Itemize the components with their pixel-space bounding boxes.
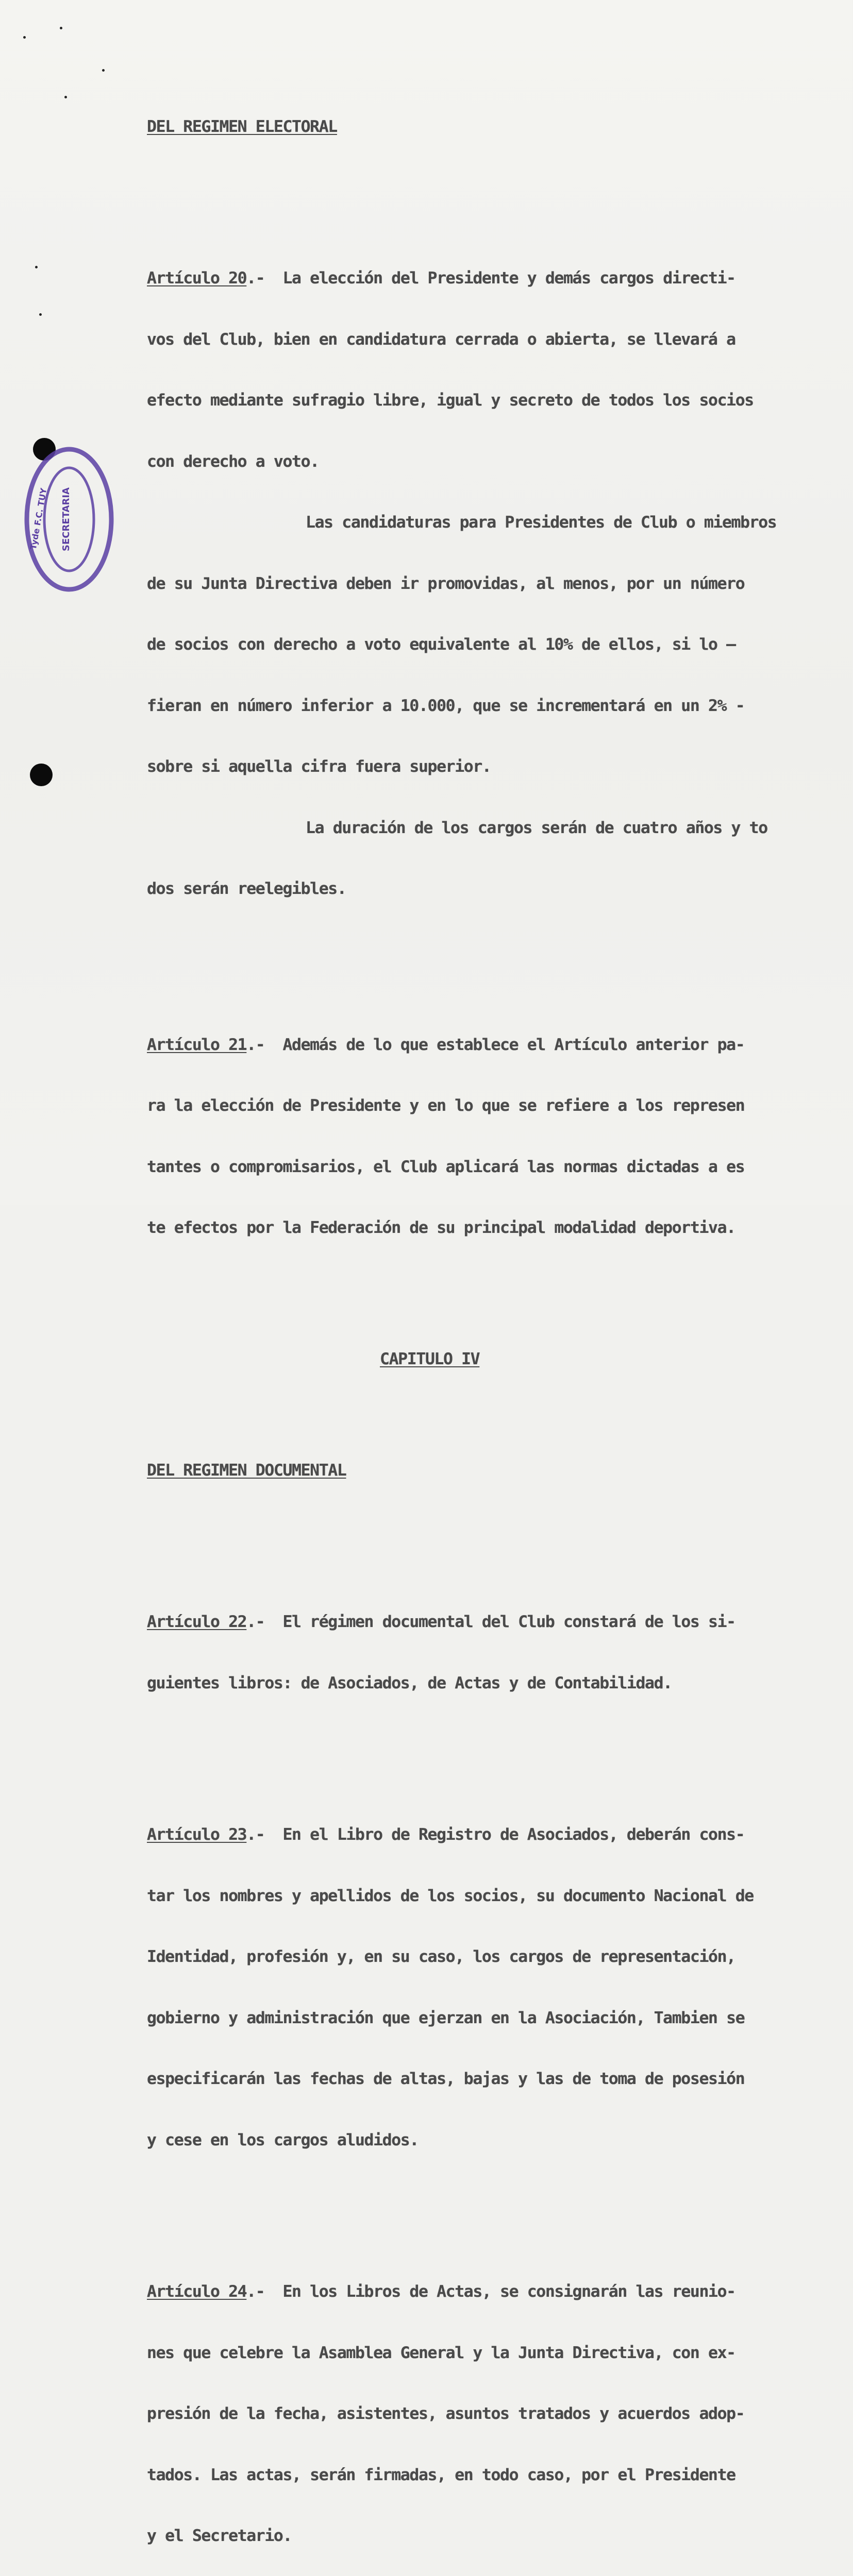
text-line: guientes libros: de Asociados, de Actas y de Contabilidad.	[147, 1673, 672, 1692]
text-line: Identidad, profesión y, en su caso, los cargos de representación,	[147, 1947, 735, 1966]
text-line: y cese en los cargos aludidos.	[147, 2130, 419, 2149]
text-line: .- En el Libro de Registro de Asociados, deberán cons-	[246, 1825, 745, 1844]
text-line: Artículo 21	[147, 1035, 247, 1054]
speck-mark	[23, 36, 26, 39]
stamp-center-text: SECRETARIA	[61, 487, 72, 551]
text-line: .- El régimen documental del Club constará de los si-	[246, 1613, 735, 1631]
text-line: tar los nombres y apellidos de los socios, su documento Nacional de	[147, 1886, 754, 1905]
text-line: vos del Club, bien en candidatura cerrada o abierta, se llevará a	[147, 330, 735, 349]
text-line: Las candidaturas para Presidentes de Club o miembros	[306, 513, 777, 532]
article-24	[147, 2282, 853, 2302]
speck-mark	[64, 96, 67, 98]
text-line: Artículo 24	[147, 2282, 247, 2301]
article-20	[147, 268, 853, 289]
text-line: .- En los Libros de Actas, se consignarán las reunio-	[246, 2282, 735, 2301]
text-line: Artículo 20	[147, 269, 247, 287]
text-line: efecto mediante sufragio libre, igual y secreto de todos los socios	[147, 391, 754, 410]
text-line: y el Secretario.	[147, 2527, 292, 2545]
document-text	[147, 56, 853, 2576]
text-line: gobierno y administración que ejerzan en la Asociación, Tambien se	[147, 2008, 745, 2027]
speck-mark	[39, 313, 42, 316]
text-line: .- La elección del Presidente y demás cargos directi-	[246, 269, 735, 287]
text-line: dos serán reelegibles.	[147, 879, 346, 898]
text-line: tantes o compromisarios, el Club aplicará las normas dictadas a es	[147, 1157, 745, 1176]
text-line: presión de la fecha, asistentes, asuntos tratados y acuerdos adop-	[147, 2404, 745, 2423]
text-line: de socios con derecho a voto equivalente al 10% de ellos, si lo —	[147, 635, 735, 654]
speck-mark	[60, 27, 62, 29]
text-line: .- Además de lo que establece el Artículo anterior pa-	[246, 1035, 745, 1054]
text-line: con derecho a voto.	[147, 452, 319, 471]
article-21	[147, 1035, 853, 1056]
text-line: ra la elección de Presidente y en lo que se refiere a los represen	[147, 1096, 745, 1115]
section-heading: DEL REGIMEN ELECTORAL	[147, 117, 337, 136]
text-line: nes que celebre la Asamblea General y la Junta Directiva, con ex-	[147, 2343, 735, 2362]
text-line: especificarán las fechas de altas, bajas y las de toma de posesión	[147, 2070, 745, 2088]
club-stamp	[21, 442, 118, 597]
speck-mark	[102, 69, 105, 72]
text-line: Artículo 23	[147, 1825, 247, 1844]
chapter-heading: CAPITULO IV	[380, 1350, 480, 1368]
text-line: sobre si aquella cifra fuera superior.	[147, 757, 491, 776]
text-line: de su Junta Directiva deben ir promovidas, al menos, por un número	[147, 574, 745, 593]
stamp-ring-text: Tyde F.C. TUY	[28, 487, 49, 551]
binder-hole-bottom	[30, 764, 53, 786]
text-line: La duración de los cargos serán de cuatro años y to	[306, 818, 767, 837]
article-23	[147, 1825, 853, 1845]
text-line: fieran en número inferior a 10.000, que se incrementará en un 2% -	[147, 696, 745, 715]
text-line: Artículo 22	[147, 1613, 247, 1631]
article-22	[147, 1612, 853, 1633]
text-line: tados. Las actas, serán firmadas, en todo caso, por el Presidente	[147, 2465, 735, 2484]
speck-mark	[35, 266, 38, 268]
section-heading: DEL REGIMEN DOCUMENTAL	[147, 1461, 346, 1480]
text-line: te efectos por la Federación de su principal modalidad deportiva.	[147, 1218, 735, 1237]
